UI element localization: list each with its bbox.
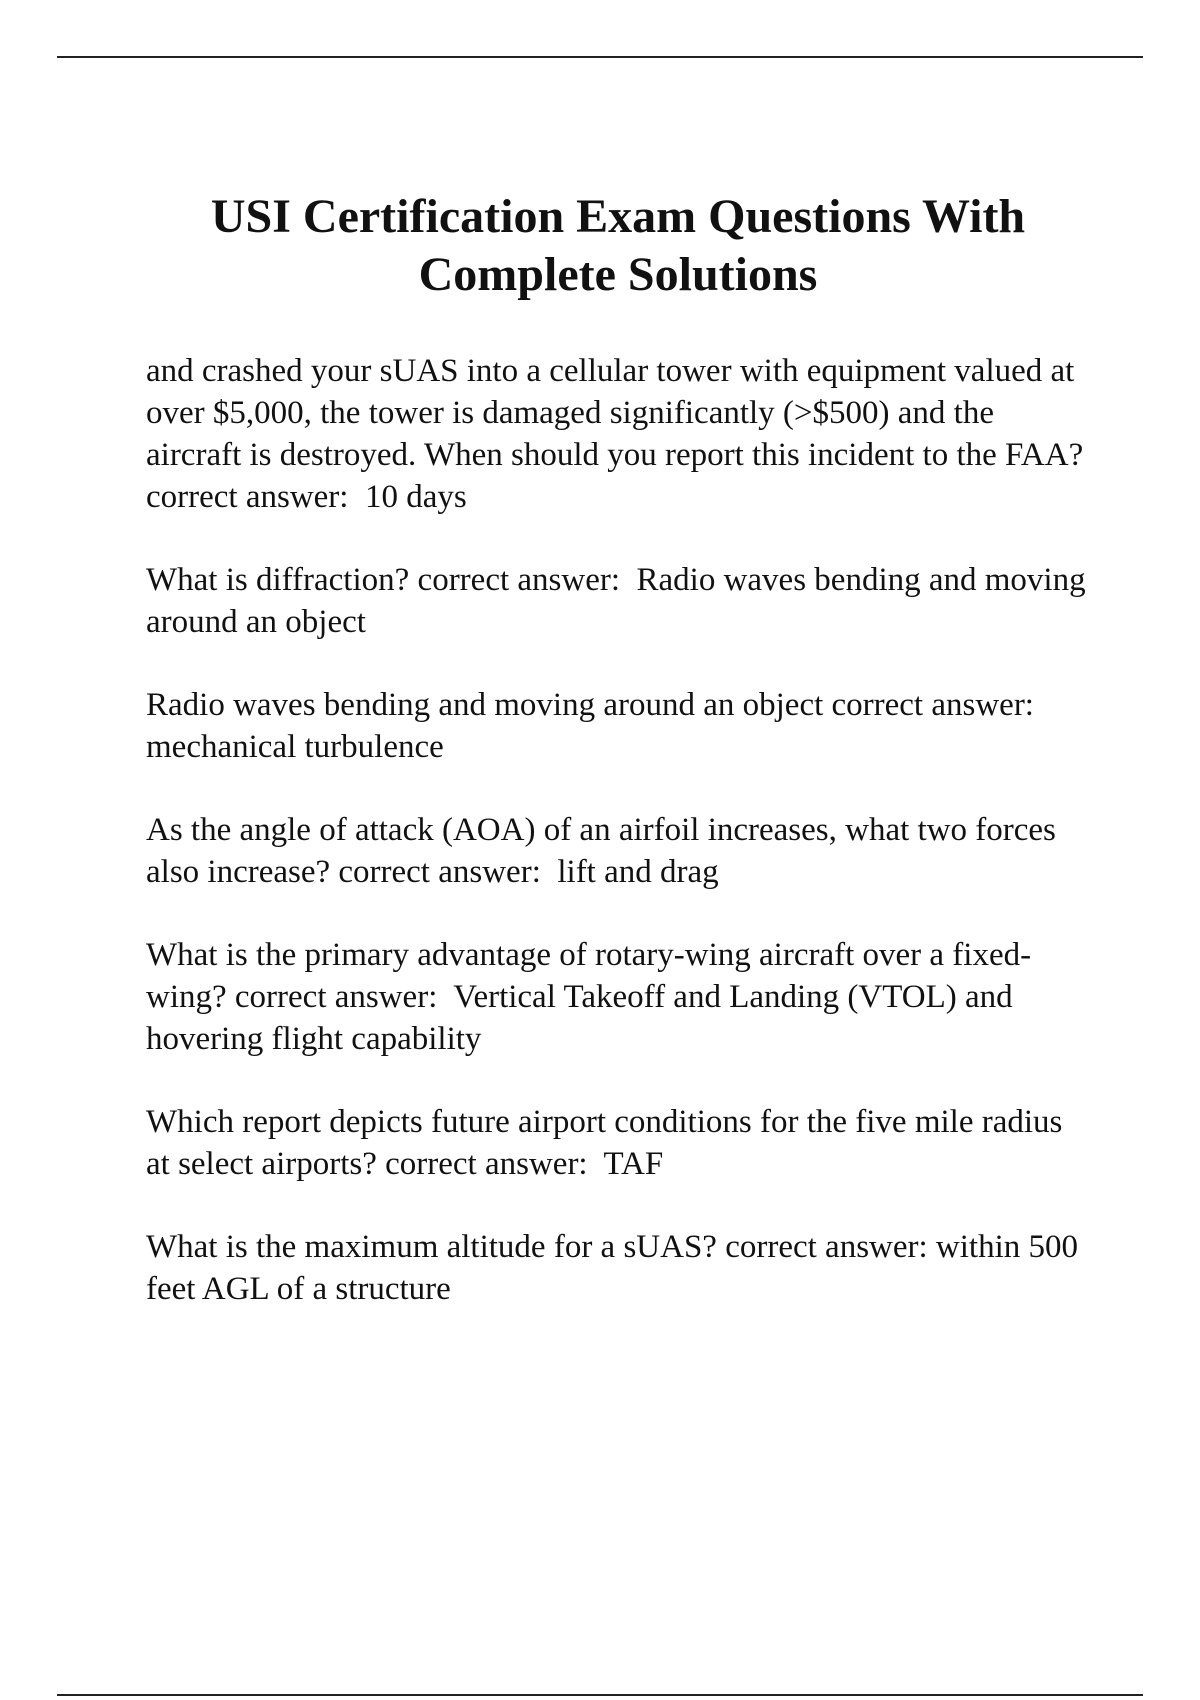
qa-entry: What is diffraction? correct answer: Radio waves bending and moving around an object: [146, 562, 1094, 640]
qa-entry: As the angle of attack (AOA) of an airfoil increases, what two forces also increase? correct answer: lift and drag: [146, 812, 1065, 890]
document-title: [120, 188, 1116, 304]
title-line-1: USI Certification Exam Questions With: [210, 190, 1026, 243]
qa-entry: Which report depicts future airport conditions for the five mile radius at select airports? correct answer: TAF: [146, 1104, 1071, 1182]
qa-entry: What is the primary advantage of rotary-wing aircraft over a fixed-wing? correct answer: Vertical Takeoff and Landing (VTOL) and hovering flight capability: [146, 937, 1032, 1057]
title-line-2: Complete Solutions: [418, 248, 818, 301]
document-body: [146, 350, 1094, 1351]
bottom-rule: [57, 1694, 1143, 1696]
qa-entry: What is the maximum altitude for a sUAS? correct answer: within 500 feet AGL of a structure: [146, 1229, 1087, 1307]
qa-entry: Radio waves bending and moving around an object correct answer: mechanical turbulence: [146, 687, 1051, 765]
qa-entry: and crashed your sUAS into a cellular tower with equipment valued at over $5,000, the tower is damaged significantly (>$500) and the aircraft is destroyed. When should you report this incident to the FAA? correct answer: 10 days: [146, 353, 1092, 515]
top-rule: [57, 56, 1143, 58]
